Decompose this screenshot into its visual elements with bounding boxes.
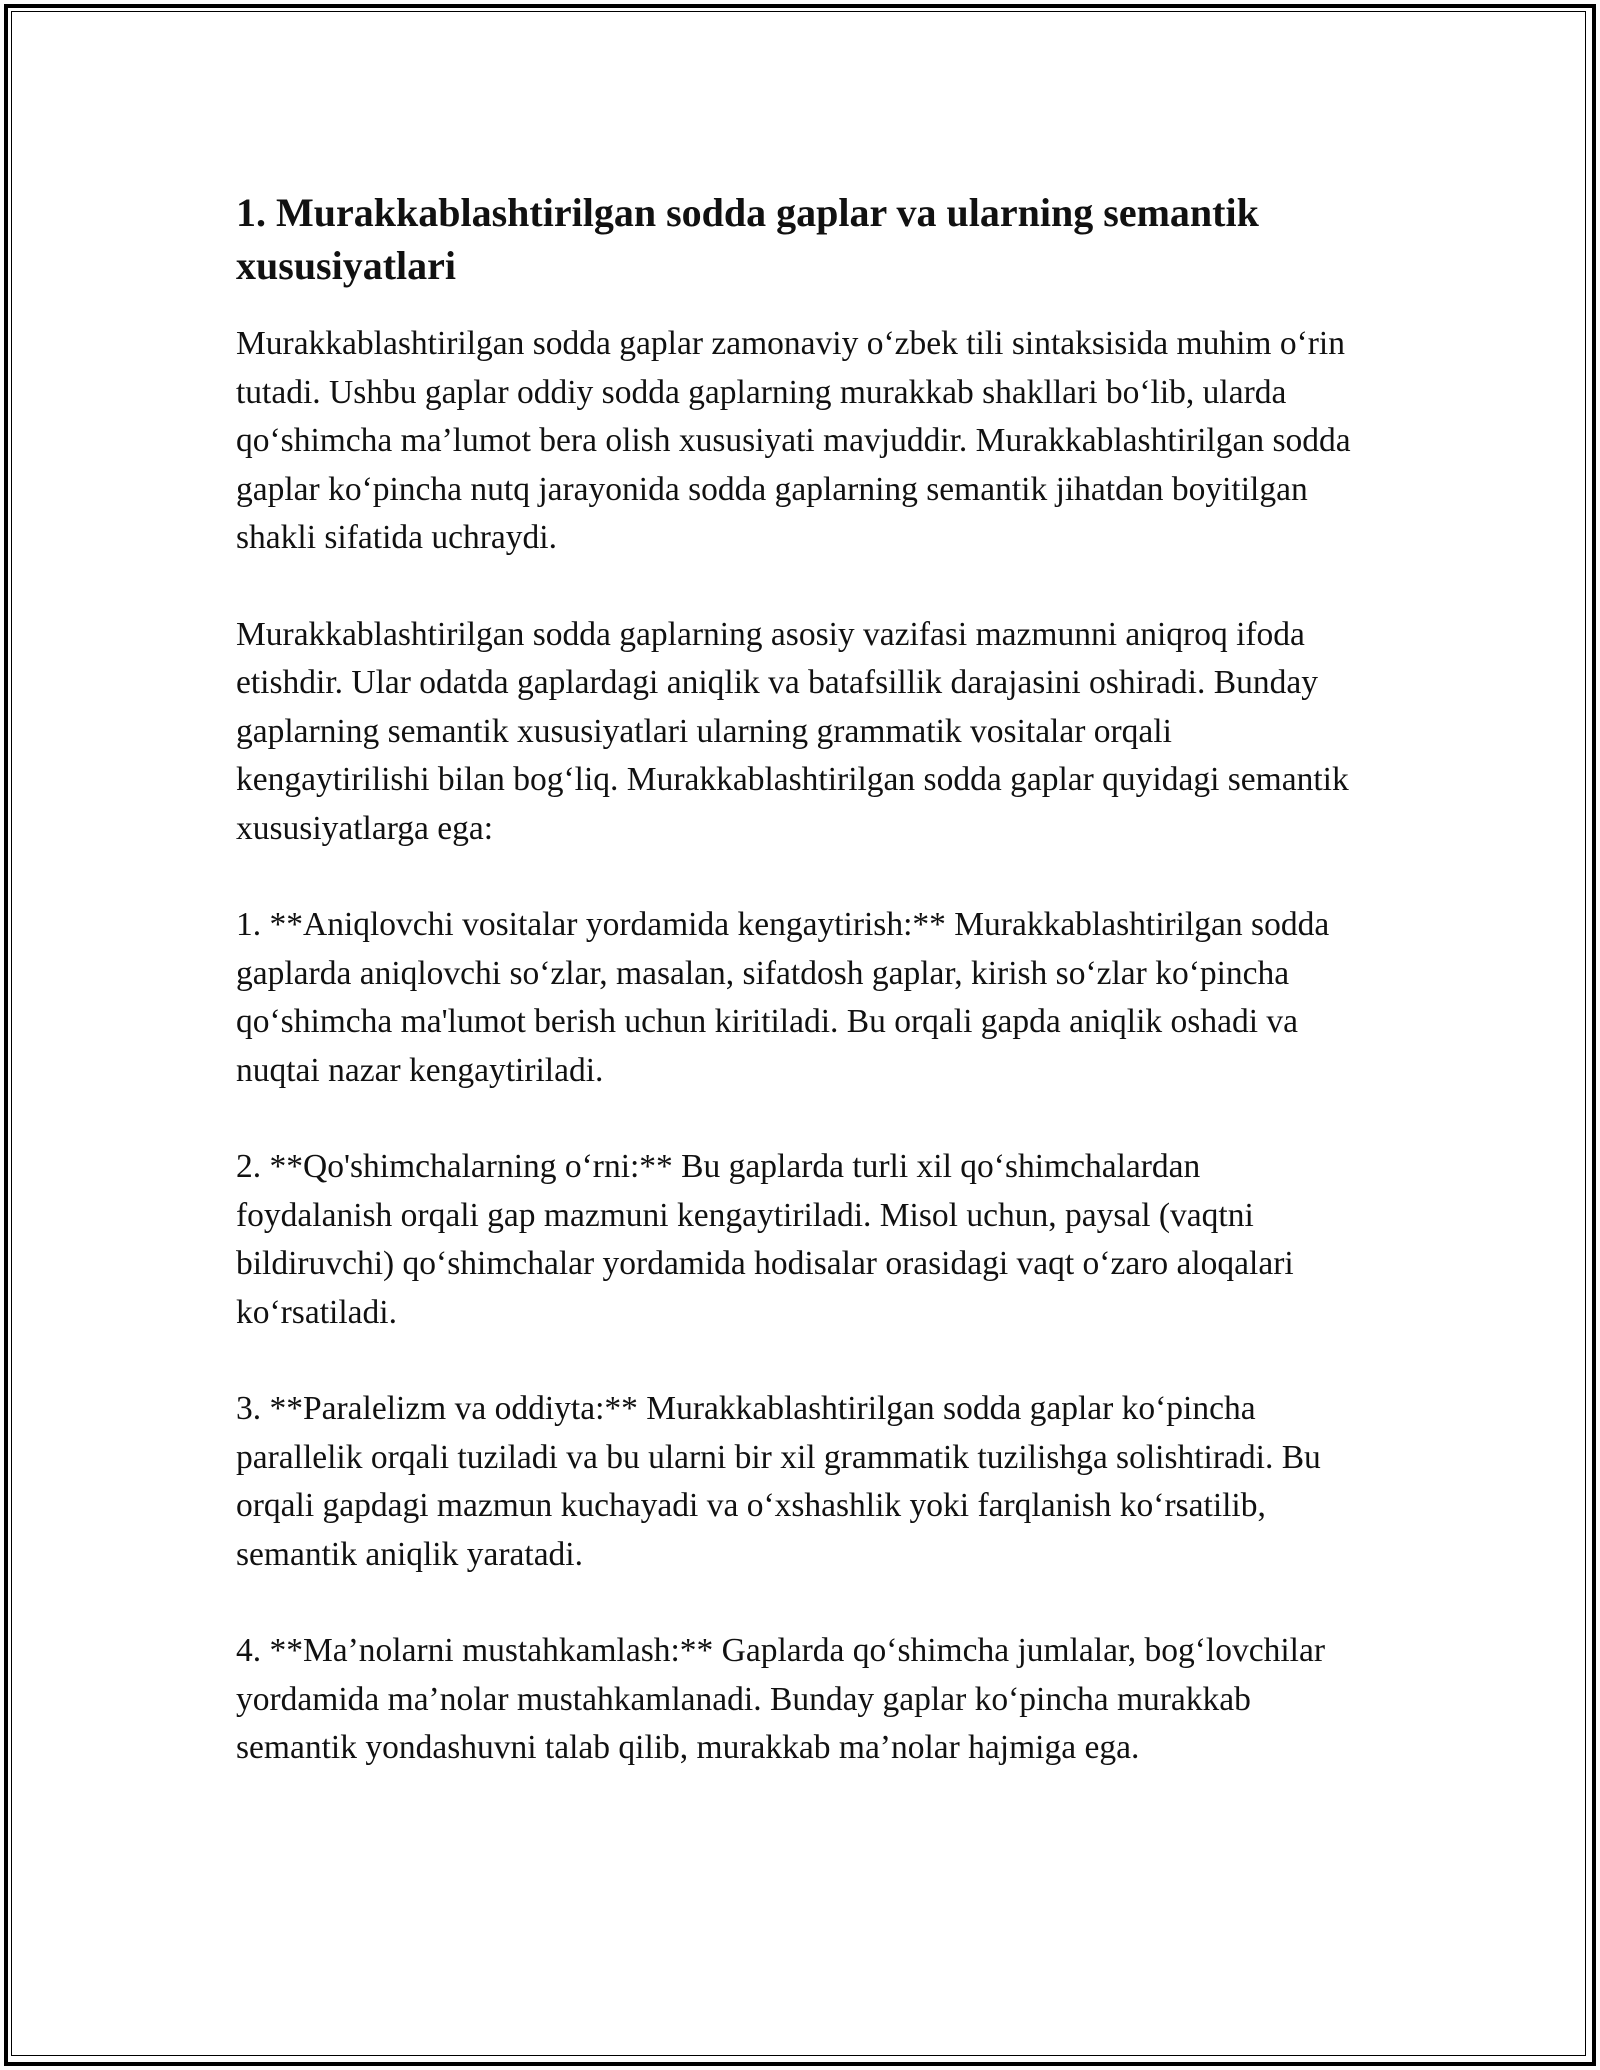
- section-heading: 1. Murakkablashtirilgan sodda gaplar va ularning semantik xususiyatlari: [236, 190, 1259, 288]
- list-item-4: 4. **Ma’nolarni mustahkamlash:** Gaplarda qo‘shimcha jumlalar, bog‘lovchilar yordamida ma’nolar mustahkamlanadi. Bunday gaplar ko‘pincha murakkab semantik yondashuvni talab qilib, murakkab ma’nolar hajmiga ega.: [236, 1632, 1325, 1766]
- paragraph-purpose: Murakkablashtirilgan sodda gaplarning asosiy vazifasi mazmunni aniqroq ifoda etishdir. Ular odatda gaplardagi aniqlik va batafsillik darajasini oshiradi. Bunday gaplarning semantik xususiyatlari ularning grammatik vositalar orqali kengaytirilishi bilan bog‘liq. Murakkablashtirilgan sodda gaplar quyidagi semantik xususiyatlarga ega:: [236, 615, 1349, 847]
- list-item-1: 1. **Aniqlovchi vositalar yordamida kengaytirish:** Murakkablashtirilgan sodda gaplarda aniqlovchi so‘zlar, masalan, sifatdosh gaplar, kirish so‘zlar ko‘pincha qo‘shimcha ma'lumot berish uchun kiritiladi. Bu orqali gapda aniqlik oshadi va nuqtai nazar kengaytiriladi.: [236, 906, 1330, 1089]
- document-body: [236, 186, 1356, 1821]
- list-item-3: 3. **Paralelizm va oddiyta:** Murakkablashtirilgan sodda gaplar ko‘pincha parallelik orqali tuziladi va bu ularni bir xil grammatik tuzilishga solishtiradi. Bu orqali gapdagi mazmun kuchayadi va o‘xshashlik yoki farqlanish ko‘rsatilib, semantik aniqlik yaratadi.: [236, 1390, 1321, 1573]
- paragraph-intro: Murakkablashtirilgan sodda gaplar zamonaviy o‘zbek tili sintaksisida muhim o‘rin tutadi. Ushbu gaplar oddiy sodda gaplarning murakkab shakllari bo‘lib, ularda qo‘shimcha ma’lumot bera olish xususiyati mavjuddir. Murakkablashtirilgan sodda gaplar ko‘pincha nutq jarayonida sodda gaplarning semantik jihatdan boyitilgan shakli sifatida uchraydi.: [236, 325, 1351, 556]
- list-item-2: 2. **Qo'shimchalarning o‘rni:** Bu gaplarda turli xil qo‘shimchalardan foydalanish orqali gap mazmuni kengaytiriladi. Misol uchun, paysal (vaqtni bildiruvchi) qo‘shimchalar yordamida hodisalar orasidagi vaqt o‘zaro aloqalari ko‘rsatiladi.: [236, 1148, 1294, 1331]
